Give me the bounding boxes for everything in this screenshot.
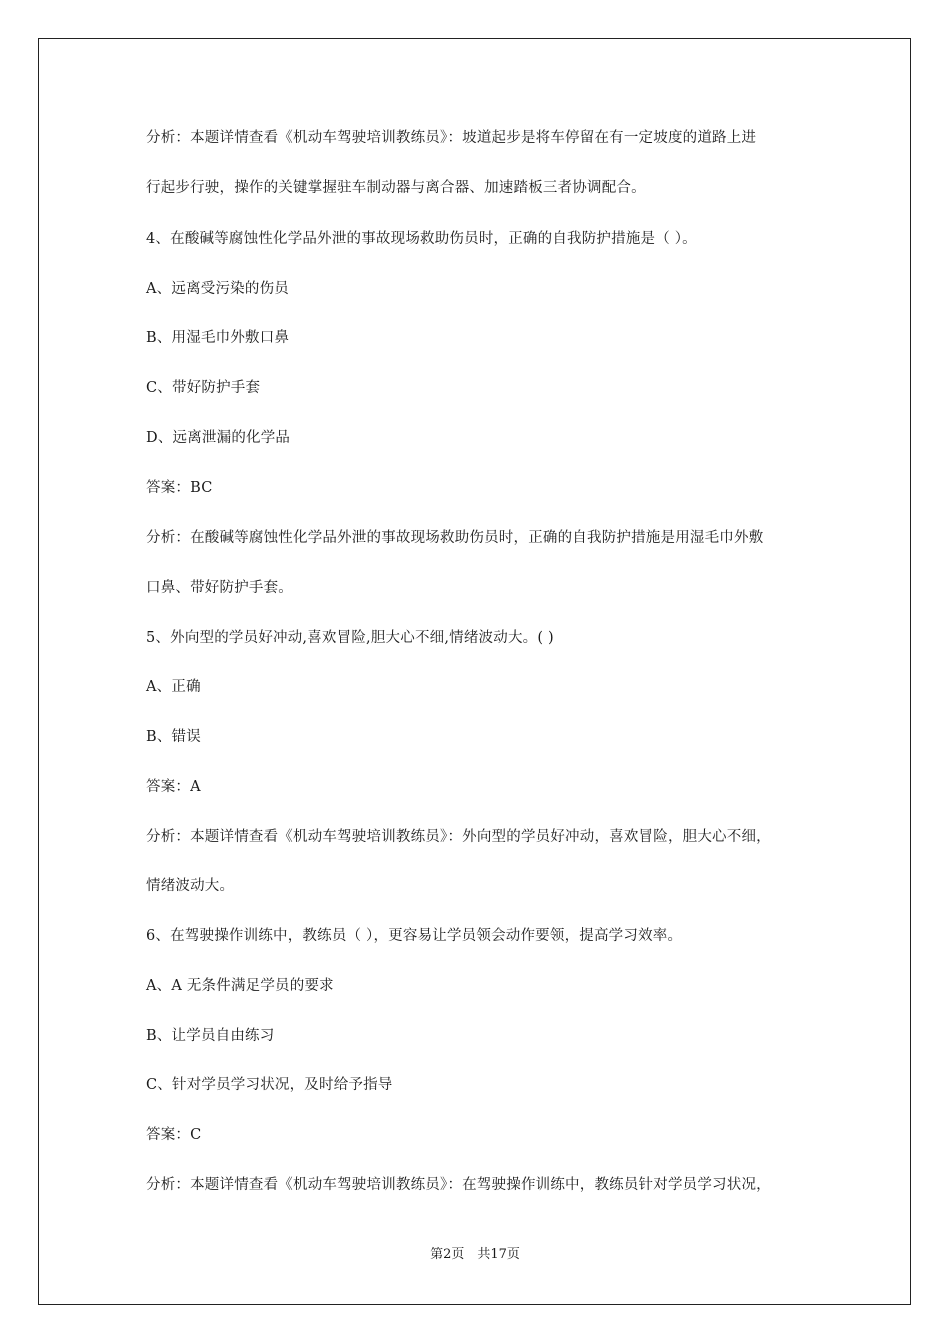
analysis: 分析：在酸碱等腐蚀性化学品外泄的事故现场救助伤员时，正确的自我防护措施是用湿毛巾外敷 — [146, 530, 764, 546]
option-a: A、远离受污染的伤员 — [146, 281, 289, 297]
option-c: C、带好防护手套 — [146, 380, 261, 396]
option-c: C、针对学员学习状况，及时给予指导 — [146, 1077, 393, 1093]
page-number: 第2页 共17页 — [430, 1247, 520, 1262]
option-a: A、正确 — [146, 679, 201, 695]
option-a: A、A 无条件满足学员的要求 — [146, 978, 334, 994]
analysis: 分析：本题详情查看《机动车驾驶培训教练员》：外向型的学员好冲动，喜欢冒险，胆大心不细， — [146, 829, 771, 845]
analysis-cont: 口鼻、带好防护手套。 — [146, 580, 293, 596]
analysis: 分析：本题详情查看《机动车驾驶培训教练员》：在驾驶操作训练中，教练员针对学员学习状况， — [146, 1177, 771, 1193]
text-line: 分析：本题详情查看《机动车驾驶培训教练员》：坡道起步是将车停留在有一定坡度的道路上进 — [146, 130, 757, 146]
option-b: B、让学员自由练习 — [146, 1028, 275, 1044]
answer: 答案：BC — [146, 480, 213, 496]
question-5: 5、外向型的学员好冲动,喜欢冒险,胆大心不细,情绪波动大。( ) — [146, 630, 554, 646]
option-d: D、远离泄漏的化学品 — [146, 430, 291, 446]
question-4: 4、在酸碱等腐蚀性化学品外泄的事故现场救助伤员时，正确的自我防护措施是（ ）。 — [146, 231, 697, 247]
option-b: B、用湿毛巾外敷口鼻 — [146, 330, 290, 346]
answer: 答案：A — [146, 779, 201, 795]
text-line: 行起步行驶，操作的关键掌握驻车制动器与离合器、加速踏板三者协调配合。 — [146, 180, 646, 196]
option-b: B、错误 — [146, 729, 201, 745]
question-6: 6、在驾驶操作训练中，教练员（ ），更容易让学员领会动作要领，提高学习效率。 — [146, 928, 683, 944]
answer: 答案：C — [146, 1127, 202, 1143]
analysis-cont: 情绪波动大。 — [146, 878, 235, 894]
